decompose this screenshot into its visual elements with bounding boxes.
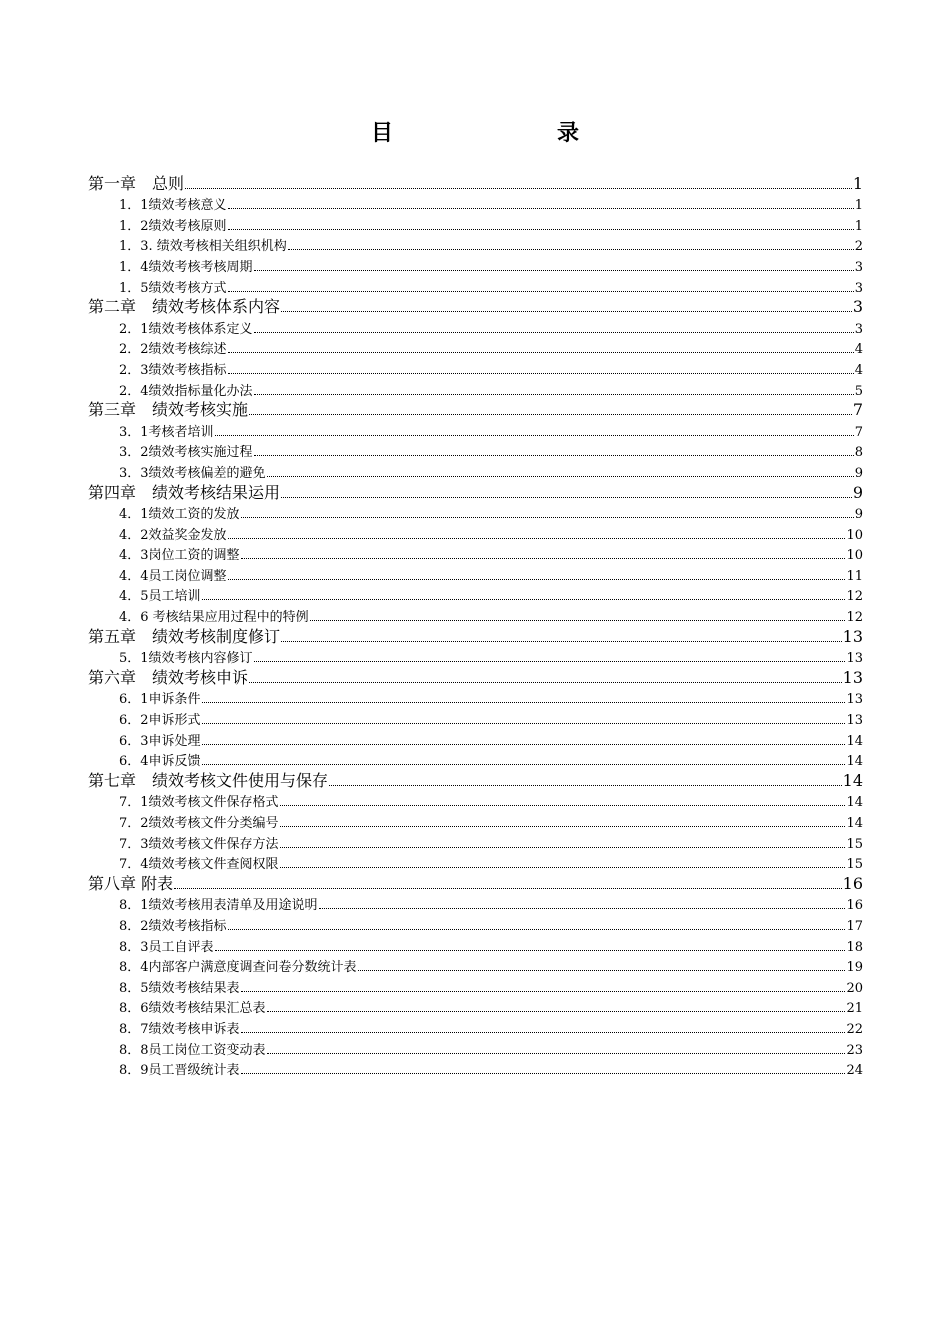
dot-leader bbox=[254, 270, 854, 271]
toc-section-entry[interactable] bbox=[88, 1058, 863, 1079]
toc-page-number: 7 bbox=[852, 400, 863, 420]
toc-page-number: 18 bbox=[846, 939, 863, 955]
toc-entry-title: 8．6绩效考核结果汇总表 bbox=[119, 1001, 266, 1017]
dot-leader bbox=[249, 414, 852, 415]
toc-section-entry[interactable] bbox=[88, 460, 863, 481]
dot-leader bbox=[267, 1011, 846, 1012]
toc-chapter-entry[interactable] bbox=[88, 399, 863, 420]
toc-entry-title: 4．5员工培训 bbox=[119, 589, 201, 605]
toc-section-entry[interactable] bbox=[88, 316, 863, 337]
toc-chapter-entry[interactable] bbox=[88, 172, 863, 193]
toc-entry-title: 2．1绩效考核体系定义 bbox=[119, 321, 253, 337]
dot-leader bbox=[254, 394, 854, 395]
toc-entry-title: 第三章 绩效考核实施 bbox=[88, 400, 249, 420]
dot-leader bbox=[202, 744, 846, 745]
toc-entry-title: 7．3绩效考核文件保存方法 bbox=[119, 836, 279, 852]
toc-section-entry[interactable] bbox=[88, 522, 863, 543]
toc-section-entry[interactable] bbox=[88, 852, 863, 873]
toc-entry-title: 1．2绩效考核原则 bbox=[119, 218, 227, 234]
toc-section-entry[interactable] bbox=[88, 419, 863, 440]
toc-entry-title: 第二章 绩效考核体系内容 bbox=[88, 297, 281, 317]
dot-leader bbox=[280, 867, 846, 868]
toc-section-entry[interactable] bbox=[88, 831, 863, 852]
dot-leader bbox=[228, 373, 854, 374]
toc-section-entry[interactable] bbox=[88, 563, 863, 584]
toc-page-number: 5 bbox=[854, 383, 863, 399]
dot-leader bbox=[215, 950, 846, 951]
toc-section-entry[interactable] bbox=[88, 543, 863, 564]
toc-page-number: 20 bbox=[846, 980, 863, 996]
dot-leader bbox=[202, 764, 846, 765]
dot-leader bbox=[241, 991, 846, 992]
dot-leader bbox=[254, 455, 854, 456]
toc-page-number: 13 bbox=[842, 626, 863, 646]
dot-leader bbox=[215, 435, 854, 436]
toc-page-number: 13 bbox=[846, 651, 863, 667]
toc-entry-title: 8．5绩效考核结果表 bbox=[119, 980, 240, 996]
toc-page-number: 3 bbox=[852, 297, 863, 317]
toc-entry-title: 7．4绩效考核文件查阅权限 bbox=[119, 857, 279, 873]
toc-section-entry[interactable] bbox=[88, 975, 863, 996]
toc-entry-title: 6．2申诉形式 bbox=[119, 713, 201, 729]
toc-page-number: 12 bbox=[846, 589, 863, 605]
toc-page-number: 14 bbox=[846, 816, 863, 831]
toc-entry-title: 2．3绩效考核指标 bbox=[119, 362, 227, 378]
dot-leader bbox=[241, 1073, 846, 1074]
toc-entry-title: 第一章 总则 bbox=[88, 173, 185, 193]
toc-chapter-entry[interactable] bbox=[88, 666, 863, 687]
dot-leader bbox=[310, 620, 846, 621]
toc-entry-title: 3．1考核者培训 bbox=[119, 424, 214, 440]
toc-page-number: 17 bbox=[846, 918, 863, 934]
toc-entry-title: 8．8员工岗位工资变动表 bbox=[119, 1042, 266, 1058]
toc-title: 目 录 bbox=[370, 121, 619, 146]
toc-page-number: 12 bbox=[846, 610, 863, 626]
toc-page-number: 1 bbox=[854, 218, 863, 234]
dot-leader bbox=[228, 352, 854, 353]
toc-page-number: 9 bbox=[854, 465, 863, 481]
toc-chapter-entry[interactable] bbox=[88, 769, 863, 790]
toc-page-number: 14 bbox=[842, 770, 863, 790]
dot-leader bbox=[174, 888, 842, 889]
toc-section-entry[interactable] bbox=[88, 996, 863, 1017]
toc-section-entry[interactable] bbox=[88, 749, 863, 770]
dot-leader bbox=[228, 579, 846, 580]
toc-entry-title: 2．4绩效指标量化办法 bbox=[119, 383, 253, 399]
dot-leader bbox=[202, 599, 846, 600]
dot-leader bbox=[288, 249, 854, 250]
toc-page-number: 4 bbox=[854, 362, 863, 378]
toc-entry-title: 7．2绩效考核文件分类编号 bbox=[119, 816, 279, 831]
dot-leader bbox=[202, 723, 846, 724]
toc-entry-title: 8．1绩效考核用表清单及用途说明 bbox=[119, 898, 318, 914]
toc-chapter-entry[interactable] bbox=[88, 872, 863, 893]
toc-page-number: 14 bbox=[846, 733, 863, 749]
toc-section-entry[interactable] bbox=[88, 913, 863, 934]
toc-page-number: 16 bbox=[842, 873, 863, 893]
toc-page-number: 11 bbox=[846, 568, 863, 584]
toc-entry-title: 6．4申诉反馈 bbox=[119, 754, 201, 770]
toc-page-number: 13 bbox=[846, 713, 863, 729]
dot-leader bbox=[202, 702, 846, 703]
toc-section-entry[interactable] bbox=[88, 213, 863, 234]
toc-section-entry[interactable] bbox=[88, 934, 863, 955]
dot-leader bbox=[319, 908, 846, 909]
toc-section-entry[interactable] bbox=[88, 790, 863, 811]
dot-leader bbox=[280, 805, 846, 806]
toc-page-number: 2 bbox=[854, 239, 863, 255]
toc-entry-title: 1．3. 绩效考核相关组织机构 bbox=[119, 239, 287, 255]
dot-leader bbox=[228, 929, 846, 930]
toc-page-number: 7 bbox=[854, 424, 863, 440]
toc-entry-title: 第五章 绩效考核制度修订 bbox=[88, 626, 281, 646]
dot-leader bbox=[281, 311, 852, 312]
toc-section-entry[interactable] bbox=[88, 275, 863, 296]
toc-page-number: 9 bbox=[854, 507, 863, 523]
dot-leader bbox=[267, 1053, 846, 1054]
toc-section-entry[interactable] bbox=[88, 254, 863, 275]
toc-entry-title: 第八章 附表 bbox=[88, 873, 174, 893]
toc-page-number: 15 bbox=[846, 857, 863, 873]
dot-leader bbox=[267, 476, 854, 477]
toc-section-entry[interactable] bbox=[88, 584, 863, 605]
toc-section-entry[interactable] bbox=[88, 1016, 863, 1037]
toc-entry-title: 3．3绩效考核偏差的避免 bbox=[119, 465, 266, 481]
toc-section-entry[interactable] bbox=[88, 502, 863, 523]
toc-section-entry[interactable] bbox=[88, 687, 863, 708]
dot-leader bbox=[228, 229, 854, 230]
toc-entry-title: 4．6 考核结果应用过程中的特例 bbox=[119, 610, 309, 626]
toc-page-number: 4 bbox=[854, 342, 863, 358]
toc-section-entry[interactable] bbox=[88, 893, 863, 914]
toc-section-entry[interactable] bbox=[88, 234, 863, 255]
toc-page-number: 16 bbox=[846, 898, 863, 914]
toc-section-entry[interactable] bbox=[88, 728, 863, 749]
toc-entry-title: 8．2绩效考核指标 bbox=[119, 918, 227, 934]
toc-page-number: 8 bbox=[854, 445, 863, 461]
toc-entry-title: 第七章 绩效考核文件使用与保存 bbox=[88, 770, 329, 790]
toc-section-entry[interactable] bbox=[88, 378, 863, 399]
toc-section-entry[interactable] bbox=[88, 440, 863, 461]
toc-entry-title: 6．1申诉条件 bbox=[119, 692, 201, 708]
toc-entry-title: 8．9员工晋级统计表 bbox=[119, 1063, 240, 1079]
toc-entry-title: 2．2绩效考核综述 bbox=[119, 342, 227, 358]
toc-entry-title: 6．3申诉处理 bbox=[119, 733, 201, 749]
toc-page-number: 23 bbox=[846, 1042, 863, 1058]
dot-leader bbox=[241, 558, 846, 559]
toc-entry-title: 4．2效益奖金发放 bbox=[119, 527, 227, 543]
toc-page-number: 24 bbox=[846, 1063, 863, 1079]
toc-chapter-entry[interactable] bbox=[88, 296, 863, 317]
dot-leader bbox=[280, 826, 846, 827]
toc-page-number: 22 bbox=[846, 1021, 863, 1037]
dot-leader bbox=[228, 291, 854, 292]
toc-entry-title: 4．1绩效工资的发放 bbox=[119, 507, 240, 523]
toc-entry-title: 8．7绩效考核申诉表 bbox=[119, 1021, 240, 1037]
dot-leader bbox=[228, 208, 854, 209]
toc-section-entry[interactable] bbox=[88, 357, 863, 378]
toc-entry-title: 8．4内部客户满意度调查问卷分数统计表 bbox=[119, 960, 357, 976]
toc-page-number: 9 bbox=[852, 482, 863, 502]
toc-entry-title: 1．4绩效考核考核周期 bbox=[119, 259, 253, 275]
toc-page-number: 15 bbox=[846, 836, 863, 852]
dot-leader bbox=[280, 847, 846, 848]
toc-chapter-entry[interactable] bbox=[88, 625, 863, 646]
toc-entry-title: 4．3岗位工资的调整 bbox=[119, 548, 240, 564]
table-of-contents bbox=[88, 172, 863, 1078]
toc-entry-title: 第四章 绩效考核结果运用 bbox=[88, 482, 281, 502]
toc-section-entry[interactable] bbox=[88, 810, 863, 831]
toc-entry-title: 4．4员工岗位调整 bbox=[119, 568, 227, 584]
dot-leader bbox=[228, 538, 846, 539]
dot-leader bbox=[281, 497, 852, 498]
toc-page-number: 3 bbox=[854, 280, 863, 296]
toc-entry-title: 3．2绩效考核实施过程 bbox=[119, 445, 253, 461]
toc-entry-title: 1．1绩效考核意义 bbox=[119, 198, 227, 214]
dot-leader bbox=[254, 332, 854, 333]
toc-section-entry[interactable] bbox=[88, 604, 863, 625]
dot-leader bbox=[249, 682, 842, 683]
toc-page-number: 21 bbox=[846, 1001, 863, 1017]
toc-entry-title: 7．1绩效考核文件保存格式 bbox=[119, 795, 279, 811]
toc-page-number: 1 bbox=[854, 198, 863, 214]
toc-entry-title: 5．1绩效考核内容修订 bbox=[119, 651, 253, 667]
dot-leader bbox=[358, 970, 846, 971]
toc-page-number: 1 bbox=[852, 173, 863, 193]
toc-section-entry[interactable] bbox=[88, 646, 863, 667]
dot-leader bbox=[241, 1032, 846, 1033]
toc-section-entry[interactable] bbox=[88, 193, 863, 214]
toc-entry-title: 8．3员工自评表 bbox=[119, 939, 214, 955]
toc-page-number: 10 bbox=[846, 548, 863, 564]
dot-leader bbox=[185, 188, 852, 189]
toc-section-entry[interactable] bbox=[88, 337, 863, 358]
toc-chapter-entry[interactable] bbox=[88, 481, 863, 502]
toc-page-number: 14 bbox=[846, 754, 863, 770]
toc-page-number: 3 bbox=[854, 321, 863, 337]
dot-leader bbox=[281, 641, 842, 642]
toc-page-number: 14 bbox=[846, 795, 863, 811]
toc-page-number: 19 bbox=[846, 960, 863, 976]
dot-leader bbox=[329, 785, 842, 786]
toc-page-number: 10 bbox=[846, 527, 863, 543]
toc-section-entry[interactable] bbox=[88, 955, 863, 976]
toc-page-number: 3 bbox=[854, 259, 863, 275]
toc-section-entry[interactable] bbox=[88, 1037, 863, 1058]
toc-section-entry[interactable] bbox=[88, 707, 863, 728]
dot-leader bbox=[254, 661, 846, 662]
toc-page-number: 13 bbox=[842, 667, 863, 687]
dot-leader bbox=[241, 517, 854, 518]
toc-entry-title: 第六章 绩效考核申诉 bbox=[88, 667, 249, 687]
toc-entry-title: 1．5绩效考核方式 bbox=[119, 280, 227, 296]
toc-page-number: 13 bbox=[846, 692, 863, 708]
